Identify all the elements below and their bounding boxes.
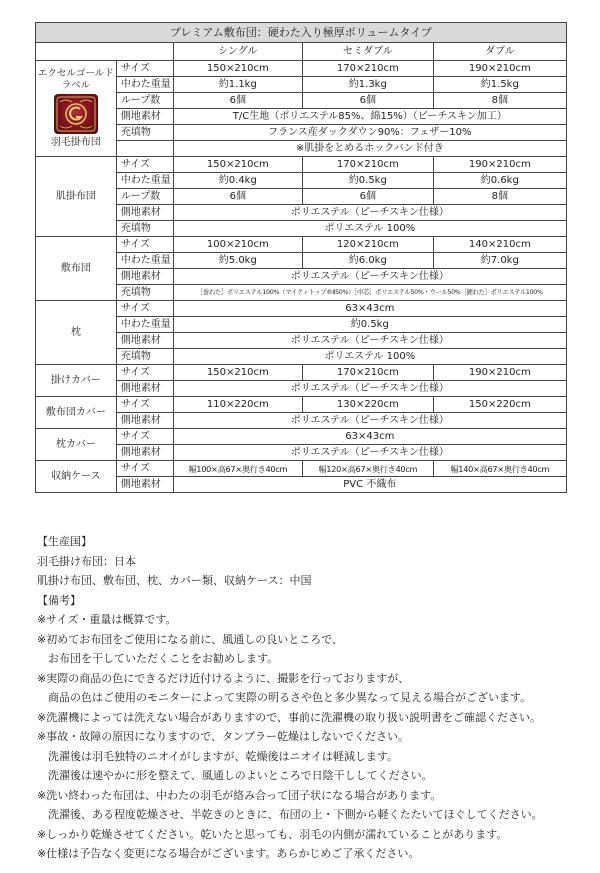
cell-fabric: ポリエステル（ピーチスキン仕様） — [173, 205, 566, 221]
cell-size-single: 幅100×高67×奥行き40cm — [173, 461, 302, 477]
row-label-size: サイズ — [116, 301, 173, 317]
table-row — [36, 237, 567, 253]
cell-fabric: ポリエステル（ピーチスキン仕様） — [173, 269, 566, 285]
col-header-single: シングル — [173, 43, 302, 61]
cell-weight-single: 約1.1kg — [173, 77, 302, 93]
cell-size-double: 幅140×高67×奥行き40cm — [433, 461, 566, 477]
row-label-size: サイズ — [116, 429, 173, 445]
cell-size-semidouble: 170×210cm — [302, 157, 433, 173]
cell-fabric: T/C生地（ポリエステル85%、綿15%）（ピーチスキン加工） — [173, 109, 566, 125]
product-name-futon-cover: 敷布団カバー — [36, 397, 117, 429]
cell-size-double: 190×210cm — [433, 61, 566, 77]
remark-line: ※仕様は予告なく変更になる場合がございます。あらかじめご了承ください。 — [37, 847, 420, 860]
cell-weight-double: 約7.0kg — [433, 253, 566, 269]
cell-size-single: 100×210cm — [173, 237, 302, 253]
row-label-fabric: 側地素材 — [116, 477, 173, 493]
cell-size-double: 140×210cm — [433, 237, 566, 253]
cell-note: ※肌掛をとめるホックバンド付き — [173, 141, 566, 157]
label-line-1: エクセルゴールド — [38, 68, 114, 79]
product-name-storage-case: 収納ケース — [36, 461, 117, 493]
row-label-fabric: 側地素材 — [116, 445, 173, 461]
cell-loop-semidouble: 6個 — [302, 93, 433, 109]
product-cell-down-comforter — [36, 61, 117, 157]
cell-weight-semidouble: 約1.3kg — [302, 77, 433, 93]
gold-label-emblem-icon — [54, 94, 98, 134]
origin-heading: 【生産国】 — [37, 535, 92, 548]
table-row — [36, 397, 567, 413]
cell-fabric: ポリエステル（ピーチスキン仕様） — [173, 413, 566, 429]
column-header-row — [36, 43, 567, 61]
cell-weight-semidouble: 約6.0kg — [302, 253, 433, 269]
cell-size-semidouble: 120×210cm — [302, 237, 433, 253]
row-label-fill: 充填物 — [116, 125, 173, 141]
row-label-size: サイズ — [116, 157, 173, 173]
row-label-fill: 充填物 — [116, 285, 173, 301]
cell-weight-single: 約0.4kg — [173, 173, 302, 189]
remark-line: ※サイズ・重量は概算です。 — [37, 613, 177, 626]
remark-line: 洗濯後は羽毛独特のニオイがしますが、乾燥後はニオイは軽減します。 — [48, 749, 399, 763]
cell-size-single: 150×210cm — [173, 157, 302, 173]
remark-line: 商品の色はご使用のモニターによって実際の明るさや色と多少異なって見える場合がございます。 — [48, 691, 532, 704]
cell-size-double: 190×210cm — [433, 157, 566, 173]
row-label-fabric: 側地素材 — [116, 269, 173, 285]
remark-line: ※洗い終わった布団は、中わたの羽毛が絡み合って団子状になる場合があります。 — [37, 788, 442, 802]
cell-loop-semidouble: 6個 — [302, 189, 433, 205]
product-name-down-comforter: 羽毛掛布団 — [50, 137, 101, 148]
row-label-empty — [116, 141, 173, 157]
product-name-futon: 敷布団 — [36, 237, 117, 301]
cell-weight: 約0.5kg — [173, 317, 566, 333]
cell-size-single: 150×210cm — [173, 61, 302, 77]
origin-line: 肌掛け布団、敷布団、枕、カバー類、収納ケース：中国 — [37, 574, 312, 587]
cell-size-semidouble: 170×210cm — [302, 61, 433, 77]
row-label-size: サイズ — [116, 237, 173, 253]
remark-line: ※洗濯機によっては洗えない場合がありますので、事前に洗濯機の取り扱い説明書をご確認ください。 — [37, 710, 541, 724]
row-label-fabric: 側地素材 — [116, 109, 173, 125]
table-row — [36, 301, 567, 317]
remark-line: ※事故・故障の原因になりますので、タンブラー乾燥はしないでください。 — [37, 730, 409, 743]
table-title-row — [36, 23, 567, 43]
notes-section — [37, 532, 543, 864]
row-label-fill: 充填物 — [116, 349, 173, 365]
col-header-semidouble: セミダブル — [302, 43, 433, 61]
remarks-heading: 【備考】 — [37, 593, 81, 607]
remark-line: ※実際の商品の色にできるだけ近付けるように、撮影を行っておりますが、 — [37, 671, 410, 685]
remark-line: 洗濯後は速やかに形を整えて、風通しのよいところで日陰干ししてください。 — [48, 769, 433, 782]
row-label-fabric: 側地素材 — [116, 381, 173, 397]
table-title: プレミアム敷布団：硬わた入り極厚ボリュームタイプ — [36, 23, 567, 43]
row-label-weight: 中わた重量 — [116, 77, 173, 93]
cell-fabric: ポリエステル（ピーチスキン仕様） — [173, 445, 566, 461]
remark-line: ※しっかり乾燥させてください。乾いたと思っても、羽毛の内側が濡れていることがあります。 — [37, 827, 508, 841]
cell-size-semidouble: 170×210cm — [302, 365, 433, 381]
product-name-light-comforter: 肌掛布団 — [36, 157, 117, 237]
cell-weight-single: 約5.0kg — [173, 253, 302, 269]
cell-fabric: PVC 不織布 — [173, 477, 566, 493]
row-label-size: サイズ — [116, 61, 173, 77]
cell-size-double: 190×210cm — [433, 365, 566, 381]
row-label-fabric: 側地素材 — [116, 413, 173, 429]
table-row — [36, 429, 567, 445]
cell-weight-semidouble: 約0.5kg — [302, 173, 433, 189]
cell-size: 63×43cm — [173, 429, 566, 445]
cell-fill: ポリエステル 100% — [173, 349, 566, 365]
remark-line: 洗濯後、ある程度乾燥させ、半乾きのときに、布団の上・下側から軽くたたいてほぐしてください。 — [48, 808, 543, 821]
cell-fabric: ポリエステル（ピーチスキン仕様） — [173, 333, 566, 349]
cell-weight-double: 約1.5kg — [433, 77, 566, 93]
cell-weight-double: 約0.6kg — [433, 173, 566, 189]
row-label-weight: 中わた重量 — [116, 253, 173, 269]
row-label-weight: 中わた重量 — [116, 173, 173, 189]
product-name-cover: 掛けカバー — [36, 365, 117, 397]
row-label-fabric: 側地素材 — [116, 333, 173, 349]
remark-line: ※初めてお布団をご使用になる前に、風通しの良いところで、 — [37, 632, 343, 646]
row-label-loop: ループ数 — [116, 189, 173, 205]
table-row — [36, 61, 567, 77]
remark-line: お布団を干していただくことをお勧めします。 — [48, 652, 279, 665]
row-label-loop: ループ数 — [116, 93, 173, 109]
cell-size-semidouble: 幅120×高67×奥行き40cm — [302, 461, 433, 477]
cell-loop-single: 6個 — [173, 93, 302, 109]
cell-fill: フランス産ダックダウン90%：フェザー10% — [173, 125, 566, 141]
origin-line: 羽毛掛け布団：日本 — [37, 554, 136, 568]
cell-size: 63×43cm — [173, 301, 566, 317]
header-blank — [36, 43, 174, 61]
product-name-pillow-cover: 枕カバー — [36, 429, 117, 461]
cell-size-single: 150×210cm — [173, 365, 302, 381]
table-row — [36, 157, 567, 173]
label-line-2: ラベル — [61, 80, 91, 91]
cell-fabric: ポリエステル（ピーチスキン仕様） — [173, 381, 566, 397]
cell-size-single: 110×220cm — [173, 397, 302, 413]
row-label-fabric: 側地素材 — [116, 205, 173, 221]
cell-size-double: 150×220cm — [433, 397, 566, 413]
row-label-size: サイズ — [116, 365, 173, 381]
table-row — [36, 365, 567, 381]
cell-fill: ポリエステル 100% — [173, 221, 566, 237]
cell-size-semidouble: 130×220cm — [302, 397, 433, 413]
row-label-size: サイズ — [116, 461, 173, 477]
row-label-weight: 中わた重量 — [116, 317, 173, 333]
cell-loop-single: 6個 — [173, 189, 302, 205]
spec-table — [35, 22, 567, 493]
product-name-pillow: 枕 — [36, 301, 117, 365]
cell-fill: ［巻わた］ポリエステル100%（マイティトップ®Ⅱ50%）［中芯］ポリエステル50%・ウール50%［硬わた］ポリエステル100% — [173, 285, 566, 301]
row-label-fill: 充填物 — [116, 221, 173, 237]
table-row — [36, 461, 567, 477]
col-header-double: ダブル — [433, 43, 566, 61]
row-label-size: サイズ — [116, 397, 173, 413]
cell-loop-double: 8個 — [433, 93, 566, 109]
cell-loop-double: 8個 — [433, 189, 566, 205]
